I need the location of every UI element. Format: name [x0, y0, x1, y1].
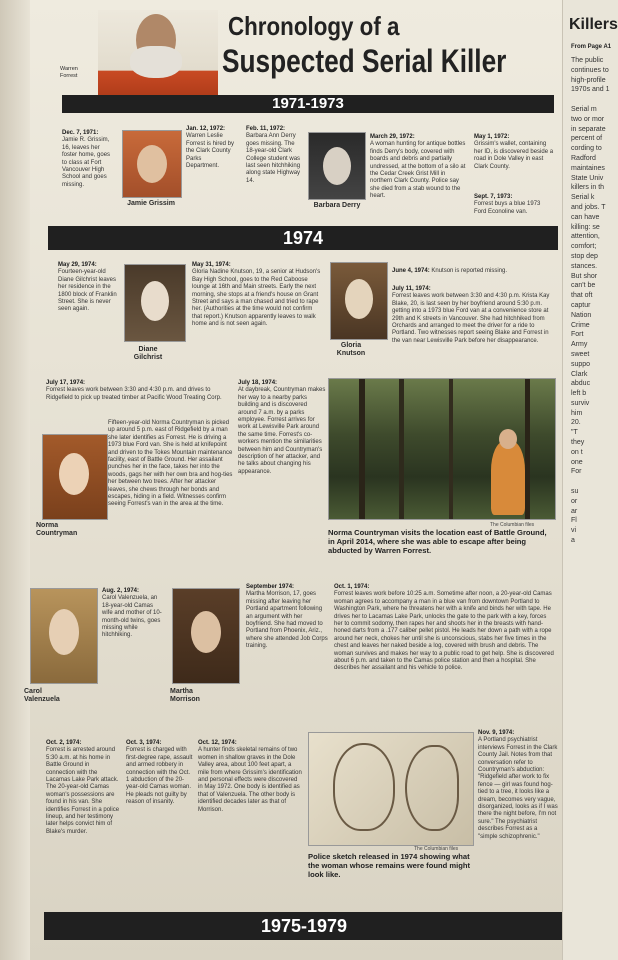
carol-valenzuela-caption: Carol Valenzuela — [24, 688, 60, 703]
police-sketch — [308, 732, 474, 846]
adjacent-article-line — [571, 477, 618, 487]
adjacent-article-line: State Univ — [571, 174, 604, 182]
jamie-grissim-photo — [122, 130, 182, 198]
forest-photo — [328, 378, 556, 520]
gloria-knutson-photo — [330, 262, 388, 340]
entry-july-11-1974: July 11, 1974: Forrest leaves work between 3:30 and 4:30 p.m. Krista Kay Blake, 20, is last seen by her boyfriend around 5:30 p.m. getting into a 1973 blue Ford van at a convenience store at 29th and K streets in Vancouver. She had hitchhiked from Orchards and arranged to meet the driver for a ride to Portland. Two witnesses report seeing Blake and Forrest in the van near Lewisville Park before her disappearance. — [392, 286, 550, 344]
adjacent-article-line: Radford — [571, 154, 596, 162]
adjacent-article-line: Serial k — [571, 194, 595, 202]
diane-gilchrist-caption: Diane Gilchrist — [133, 346, 163, 361]
adjacent-article-line: two or mor — [571, 115, 605, 123]
adjacent-article-line: 20. — [571, 419, 581, 427]
section-bar-1974 — [48, 226, 558, 250]
entry-may-29-1974: May 29, 1974: Fourteen-year-old Diane Gilchrist leaves her residence in the 1800 block of Franklin Street. She is never seen again. — [58, 262, 117, 313]
adjacent-article-line: percent of — [571, 135, 603, 143]
sketch-credit: The Columbian files — [414, 846, 459, 852]
adjacent-article-jump: From Page A1 — [571, 44, 612, 50]
adjacent-article-line: The public — [571, 57, 604, 64]
entry-nov-9-1974: Nov. 9, 1974: A Portland psychiatrist interviews Forrest in the Clark County Jail. Notes from that conversation refer to Countryman's abduction: "Ridgefield after work to fix fence — girl was found hog-tied to a tree, it looks like a dream, becomes very vague, disorganized, looks as if I was there the night before, I'm not sure." The psychiatrist describes Forrest as a "simple schizophrenic." — [478, 730, 558, 840]
adjacent-article-line: cording to — [571, 145, 602, 153]
adjacent-article-line — [571, 95, 618, 105]
entry-july-17-1974: July 17, 1974: Forrest leaves work between 3:30 and 4:30 p.m. and drives to Ridgefield to pick up treated timber at Pacific Wood Treating Corp. — [46, 380, 222, 401]
entry-oct-2-1974: Oct. 2, 1974: Forrest is arrested around 5:30 a.m. at his home in Battle Ground in connection with the Lacamas Lake Park attack. The 20-year-old Camas woman's possessions are found in his van. She identifies Forrest in a police lineup, and her testimony later helps convict him of Blake's murder. — [46, 740, 120, 835]
barbara-derry-caption: Barbara Derry — [313, 202, 361, 209]
adjacent-article-line: For — [571, 468, 582, 476]
martha-morrison-caption: Martha Morrison — [170, 688, 200, 703]
adjacent-article-line: comfort; — [571, 243, 597, 251]
adjacent-article-column — [562, 0, 618, 960]
adjacent-article-line: one — [571, 458, 583, 466]
forest-photo-credit: The Columbian files — [490, 522, 535, 528]
entry-oct-1-1974: Oct. 1, 1974: Forrest leaves work before 10:25 a.m. Sometime after noon, a 20-year-old Camas woman agrees to accompany a man in a blue van from downtown Portland to Washington Park, where he threatens her with a knife and binds her with tape. He drives her to Lacamas Lake Park, unlocks the gate to the park with a key, forces her to commit sodomy, then rapes her and shoots her in the breasts with hand-honed darts from a .177 caliber pellet pistol. He leads her down a path with a rope around her neck, chokes her until she is unconscious, stabs her five times in the chest and leaves her naked beside a log, covered with brush and debris. The woman survives and makes her way to a public road to get help. She is discovered about 6 p.m. and taken to the Camas police station and then a hospital. She describes her assailant and his vehicle to police. — [334, 584, 554, 672]
section-bar-1975-1979 — [44, 912, 564, 940]
adjacent-article-line: abduc — [571, 380, 591, 388]
adjacent-article-line: 1970s and 1 — [571, 86, 610, 94]
page-title-line1: Chronology of a — [228, 11, 400, 41]
adjacent-article-line: that oft — [571, 292, 593, 300]
entry-oct-12-1974: Oct. 12, 1974: A hunter finds skeletal remains of two women in shallow graves in the Dole Valley area, about 100 feet apart, a mile from where Grissim's identification and personal effects were discovered in May 1972. One body is identified as that of Valenzuela. The other body is identified decades later as that of Morrison. — [198, 740, 302, 813]
entry-may-1-1972: May 1, 1972: Grissim's wallet, containing her ID, is discovered beside a road in Dole Valley in east Clark County. — [474, 134, 554, 170]
entry-aug-2-1974: Aug. 2, 1974: Carol Valenzuela, an 18-year-old Camas wife and mother of 10-month-old twins, goes missing while hitchhiking. — [102, 588, 162, 639]
adjacent-article-line: captur — [571, 301, 591, 309]
entry-sept-7-1973: Sept. 7, 1973: Forrest buys a blue 1973 Ford Econoline van. — [474, 194, 541, 215]
adjacent-article-text — [571, 56, 618, 546]
adjacent-article-line: Fort — [571, 331, 584, 339]
adjacent-article-line: Nation — [571, 311, 592, 319]
page-title-line2: Suspected Serial Killer — [222, 43, 507, 79]
adjacent-article-line: su — [571, 488, 579, 496]
adjacent-article-line: Fl — [571, 517, 577, 525]
adjacent-article-line: sweet — [571, 350, 590, 358]
page-gutter — [0, 0, 30, 960]
norma-countryman-photo — [42, 434, 108, 520]
adjacent-article-heading: Killers — [569, 16, 618, 33]
adjacent-article-line: Serial m — [571, 105, 597, 113]
section-label-1975-1979: 1975-1979 — [260, 916, 348, 936]
entry-dec-7-1971: Dec. 7, 1971: Jamie R. Grissim, 16, leaves her foster home, goes to class at Fort Vancouver High School and goes missing. — [62, 130, 111, 188]
adjacent-article-line: stop dep — [571, 252, 598, 260]
section-label-1971-1973: 1971-1973 — [272, 95, 344, 112]
carol-valenzuela-photo — [30, 588, 98, 684]
countryman-story: Fifteen-year-old Norma Countryman is picked up around 5 p.m. east of Ridgefield by a man she later identifies as Forrest. He is driving a 1973 blue Ford van. She is held at knifepoint and driven to the Tokes Mountain maintenance facility, east of Battle Ground. Her assailant punches her in the face, takes her into the woods, gags her with her own bra and hog-ties her between two trees. After her attacker leaves, she chews through her bonds and escapes, hiding in a field. Witnesses confirm seeing Forrest's van in the area at the time. — [108, 420, 233, 508]
gloria-knutson-caption: Gloria Knutson — [336, 342, 366, 357]
entry-jan-12-1972: Jan. 12, 1972: Warren Leslie Forrest is hired by the Clark County Parks Department. — [186, 126, 235, 170]
entry-oct-3-1974: Oct. 3, 1974: Forrest is charged with first-degree rape, assault and armed robbery in connection with the Oct. 1 abduction of the 20-year-old Camas woman. He pleads not guilty by reason of insanity. — [126, 740, 193, 806]
adjacent-article-line: or — [571, 497, 578, 505]
barbara-derry-photo — [308, 132, 366, 200]
martha-morrison-photo — [172, 588, 240, 684]
adjacent-article-line: But shor — [571, 272, 598, 280]
adjacent-article-line: him — [571, 409, 583, 417]
entry-may-31-1974: May 31, 1974: Gloria Nadine Knutson, 19, a senior at Hudson's Bay High School, goes to the Red Caboose lounge at 16th and Main streets. Early the next morning, she stops at a friend's house on Grant Street and says a man chased and tried to rape her. (Authorities at the time would not confirm that report.) Knutson apparently leaves to walk home and is not seen again. — [192, 262, 321, 328]
adjacent-article-line: Army — [571, 341, 588, 349]
adjacent-article-line: stances. — [571, 262, 598, 270]
adjacent-article-line: on t — [571, 448, 583, 456]
adjacent-article-line: continues to — [571, 66, 609, 74]
adjacent-article-line: can have — [571, 213, 600, 221]
adjacent-article-line: killers in th — [571, 184, 605, 192]
entry-september-1974: September 1974: Martha Morrison, 17, goes missing after leaving her Portland apartment following an argument with her boyfriend. She had moved to Portland from Phoenix, Ariz., where she attended Job Corps training. — [246, 584, 328, 650]
warren-forrest-mugshot — [98, 10, 218, 96]
adjacent-article-line: they — [571, 439, 585, 447]
jamie-grissim-caption: Jamie Grissim — [127, 200, 175, 207]
adjacent-article-line: "T — [571, 429, 578, 437]
adjacent-article-line: and jobs. T — [571, 203, 606, 211]
adjacent-article-line: killing: se — [571, 223, 600, 231]
adjacent-article-line: Crime — [571, 321, 590, 329]
entry-feb-11-1972: Feb. 11, 1972: Barbara Ann Derry goes missing. The 18-year-old Clark College student was last seen hitchhiking along state Highway 14. — [246, 126, 301, 184]
section-label-1974: 1974 — [282, 228, 324, 248]
adjacent-article-line: ar — [571, 507, 578, 515]
adjacent-article-line: surviv — [571, 399, 590, 407]
norma-countryman-caption: Norma Countryman — [36, 522, 78, 537]
adjacent-article-line: vi — [571, 527, 577, 535]
mugshot-caption: Warren Forrest — [60, 66, 78, 79]
adjacent-article-line: left b — [571, 390, 587, 398]
adjacent-article-line: a — [571, 537, 575, 545]
adjacent-article-line: attention, — [571, 233, 600, 241]
adjacent-article-line: Clark — [571, 370, 588, 378]
adjacent-article-line: in separate — [571, 125, 606, 133]
entry-july-18-1974: July 18, 1974: At daybreak, Countryman makes her way to a nearby parks building and is discovered around 7 a.m. by a parks employee. Forrest arrives for work at Lewisville Park around the same time. Forrest's co-workers mention the similarities between him and Countryman's description of her attacker, and he talks about changing his appearance. — [238, 380, 326, 475]
forest-photo-caption: Norma Countryman visits the location east of Battle Ground, in April 2014, where she was able to escape after being abducted by Warren Forrest. — [328, 528, 547, 555]
adjacent-article-line: suppo — [571, 360, 591, 368]
section-bar-1971-1973 — [62, 95, 554, 113]
entry-march-29-1972: March 29, 1972: A woman hunting for antique bottles finds Derry's body, covered with boards and debris and partially undressed, at the bottom of a silo at the Cedar Creek Grist Mill in northern Clark County. Police say she died from a stab wound to the heart. — [370, 134, 466, 200]
sketch-caption: Police sketch released in 1974 showing what the woman whose remains were found might look like. — [308, 852, 471, 879]
adjacent-article-line: high-profile — [571, 76, 606, 84]
entry-june-4-1974: June 4, 1974: Knutson is reported missing. — [392, 268, 508, 274]
adjacent-article-line: can't be — [571, 282, 596, 290]
diane-gilchrist-photo — [124, 264, 186, 342]
adjacent-article-line: maintaines — [571, 164, 605, 172]
